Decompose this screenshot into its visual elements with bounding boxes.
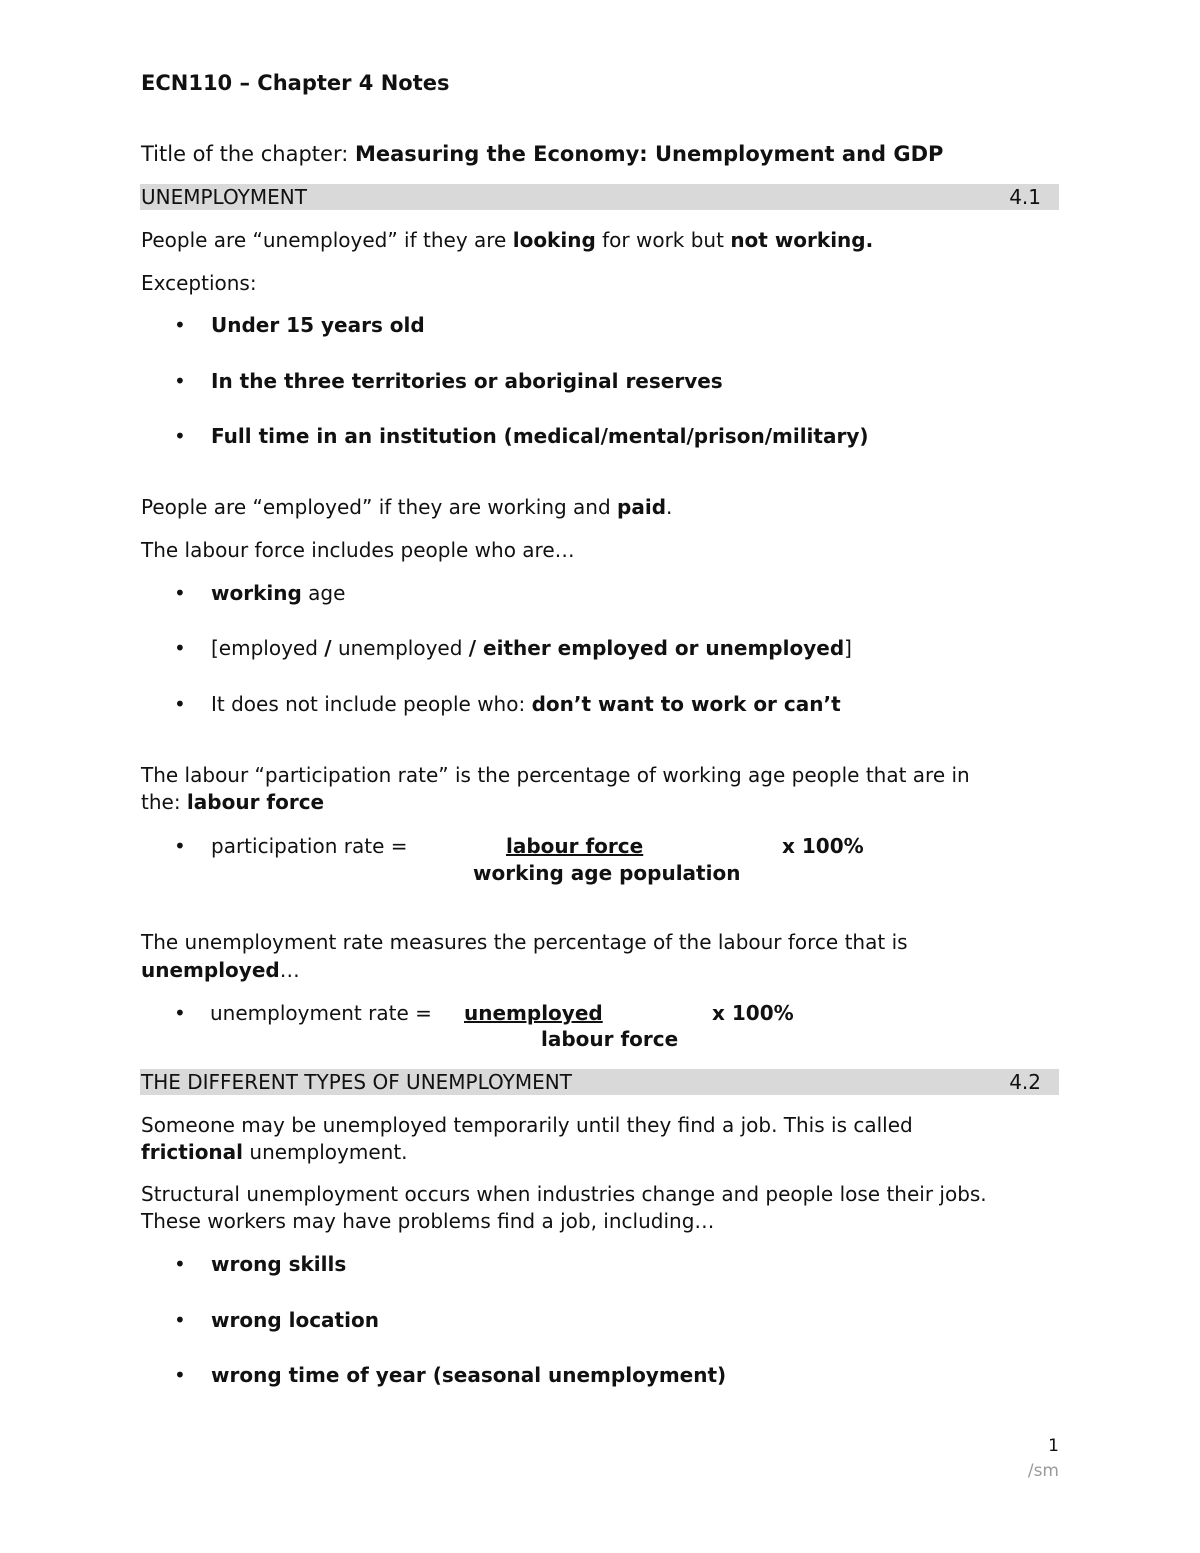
text-run: … (279, 958, 300, 982)
participation-text-line1: The labour “participation rate” is the percentage of working age people that are in (141, 763, 970, 787)
unemployment-formula-numerator: unemployed (464, 1001, 603, 1025)
labour-force-item (211, 635, 852, 661)
participation-formula-denominator: working age population (473, 861, 741, 885)
bold-run: labour force (186, 790, 325, 814)
participation-text-line2 (141, 789, 324, 815)
labour-force-intro: The labour force includes people who are… (141, 538, 575, 562)
labour-force-item (211, 580, 345, 606)
text-run: age (301, 581, 346, 605)
problem-item: wrong location (211, 1308, 379, 1332)
text-run: People are “unemployed” if they are (141, 228, 513, 252)
structural-text-line2: These workers may have problems find a job, including… (141, 1209, 715, 1233)
labour-force-item (211, 691, 841, 717)
bold-run: looking (512, 228, 596, 252)
page-number: 1 (1048, 1436, 1059, 1456)
section-heading-unemployment (140, 184, 1059, 210)
bold-run: / (324, 636, 332, 660)
footer-initials: /sm (1027, 1461, 1059, 1481)
section-number: 4.2 (1009, 1070, 1041, 1094)
bullet-icon: • (174, 636, 186, 660)
text-run: for work but (595, 228, 731, 252)
text-run: . (666, 495, 673, 519)
chapter-title-prefix: Title of the chapter: (141, 142, 355, 166)
bold-run: frictional (141, 1140, 244, 1164)
exception-item: Under 15 years old (211, 313, 425, 337)
bold-run: unemployed (141, 958, 280, 982)
text-run: ] (844, 636, 852, 660)
bullet-icon: • (174, 1001, 186, 1025)
text-run: [employed (211, 636, 325, 660)
unemployment-rate-text-line1: The unemployment rate measures the percentage of the labour force that is (141, 930, 908, 954)
participation-formula-numerator: labour force (506, 834, 644, 858)
bullet-icon: • (174, 692, 186, 716)
problem-item: wrong skills (211, 1252, 347, 1276)
bullet-icon: • (174, 1363, 186, 1387)
bold-run: not working. (730, 228, 874, 252)
text-run: unemployment. (243, 1140, 408, 1164)
unemployment-rate-text-line2 (141, 957, 300, 983)
exception-item: Full time in an institution (medical/mental/prison/military) (211, 424, 869, 448)
frictional-text-line1: Someone may be unemployed temporarily until they find a job. This is called (141, 1113, 913, 1137)
section-heading-text: THE DIFFERENT TYPES OF UNEMPLOYMENT (141, 1070, 572, 1094)
bullet-icon: • (174, 581, 186, 605)
structural-text-line1: Structural unemployment occurs when industries change and people lose their jobs. (141, 1182, 987, 1206)
bullet-icon: • (174, 313, 186, 337)
section-heading-types (140, 1069, 1059, 1095)
text-run: the: (141, 790, 187, 814)
bold-run: paid (617, 495, 667, 519)
chapter-title: Measuring the Economy: Unemployment and GDP (354, 142, 944, 166)
frictional-text-line2 (141, 1139, 408, 1165)
document-title: ECN110 – Chapter 4 Notes (141, 71, 450, 95)
bullet-icon: • (174, 424, 186, 448)
bold-run: don’t want to work or can’t (531, 692, 841, 716)
employed-definition (141, 494, 672, 520)
bullet-icon: • (174, 1252, 186, 1276)
bold-run: working (211, 581, 302, 605)
problem-item: wrong time of year (seasonal unemployment) (211, 1363, 727, 1387)
exception-item: In the three territories or aboriginal reserves (211, 369, 723, 393)
bullet-icon: • (174, 369, 186, 393)
participation-formula-label: participation rate = (211, 834, 408, 858)
chapter-title-line (141, 141, 943, 167)
text-run: unemployed (331, 636, 469, 660)
bullet-icon: • (174, 834, 186, 858)
bullet-icon: • (174, 1308, 186, 1332)
participation-formula-multiplier: x 100% (782, 834, 864, 858)
section-number: 4.1 (1009, 185, 1041, 209)
bold-run: / either employed or unemployed (468, 636, 845, 660)
section-heading-text: UNEMPLOYMENT (141, 185, 307, 209)
text-run: It does not include people who: (211, 692, 532, 716)
unemployment-formula-label: unemployment rate = (210, 1001, 432, 1025)
unemployed-definition (141, 227, 873, 253)
text-run: People are “employed” if they are working and (141, 495, 618, 519)
unemployment-formula-multiplier: x 100% (712, 1001, 794, 1025)
unemployment-formula-denominator: labour force (541, 1027, 679, 1051)
exceptions-label: Exceptions: (141, 271, 257, 295)
